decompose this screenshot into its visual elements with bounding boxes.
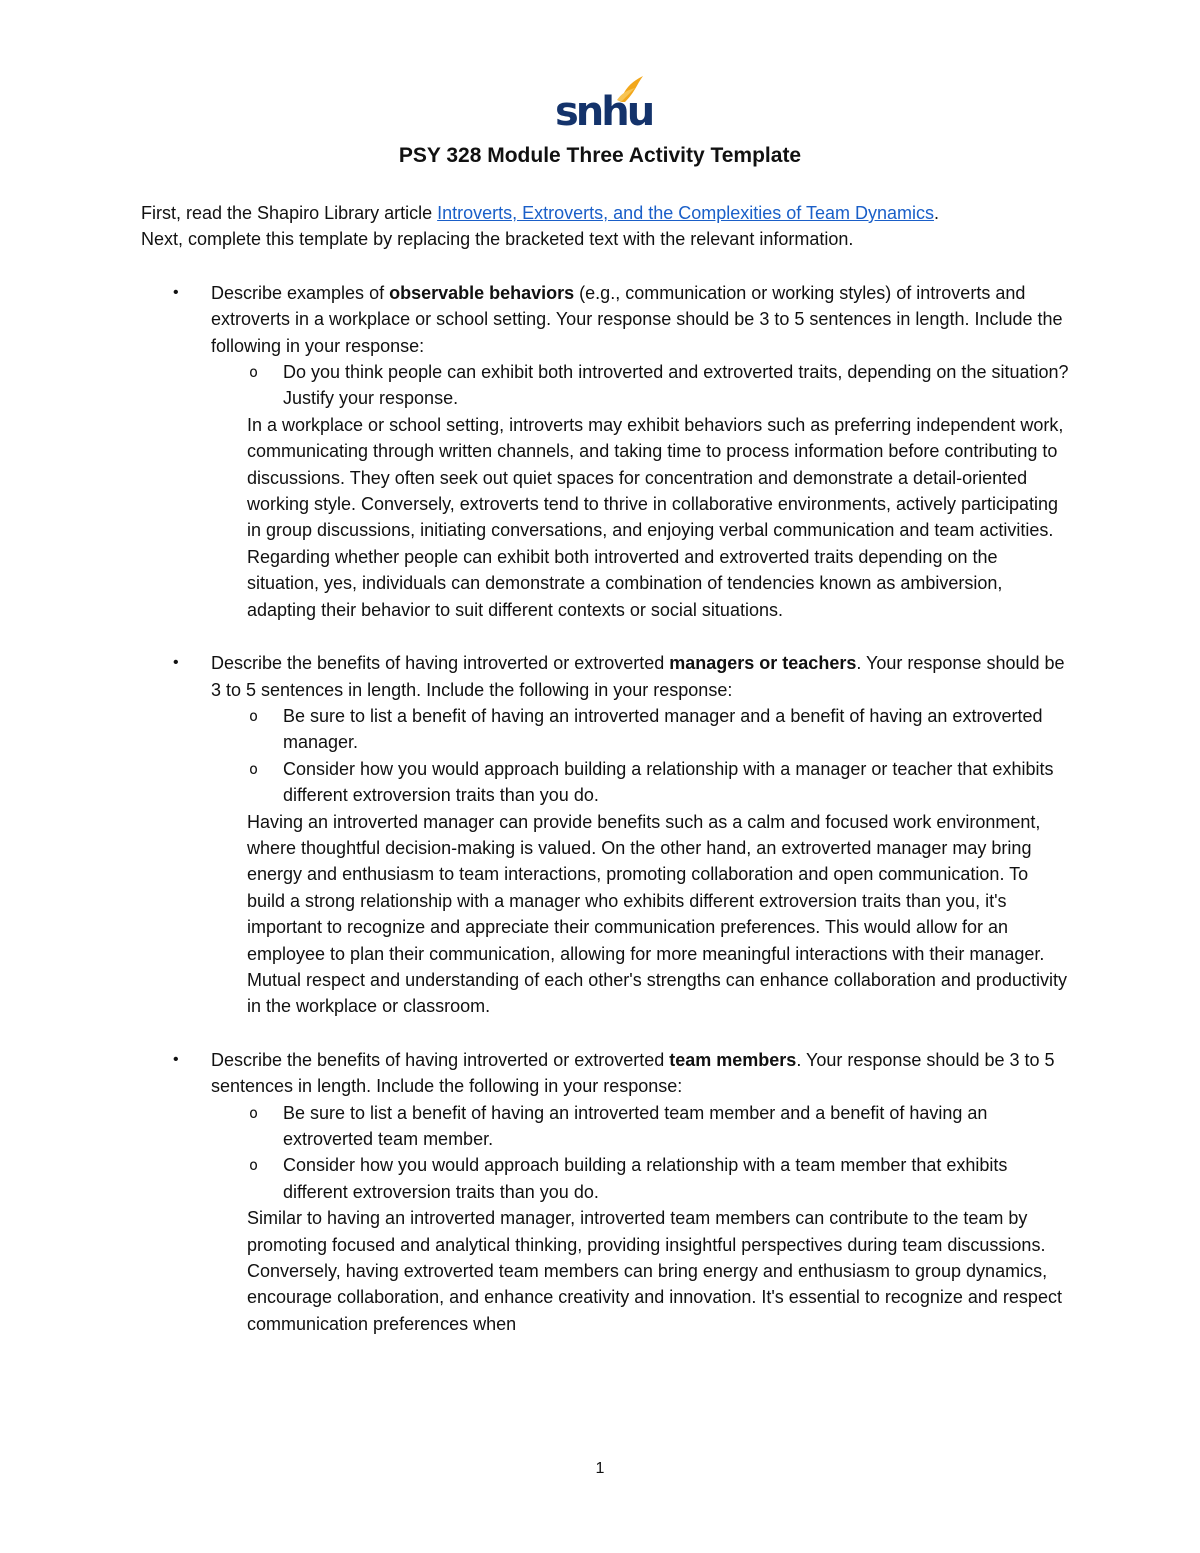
- article-link[interactable]: Introverts, Extroverts, and the Complexities of Team Dynamics: [437, 203, 934, 223]
- document-body: [141, 200, 1071, 1337]
- question-team-members: [141, 1047, 1071, 1337]
- prompt-text: . Your response should be 3 to 5 sentences in length. Include the following in your response:: [211, 1049, 1055, 1097]
- prompt-keyword: team members: [669, 1049, 797, 1070]
- bullet-icon: •: [173, 283, 179, 301]
- response-text: In a workplace or school setting, introverts may exhibit behaviors such as preferring independent work, communicating through written channels, and taking time to process information before contributing to discussions. They often seek out quiet spaces for concentration and demonstrate a detail-oriented working style. Conversely, extroverts tend to thrive in collaborative environments, actively participating in group discussions, initiating conversations, and enjoying verbal communication and team activities. Regarding whether people can exhibit both introverted and extroverted traits depending on the situation, yes, individuals can demonstrate a combination of tendencies known as ambiversion, adapting their behavior to suit different contexts or social situations.: [247, 414, 1064, 620]
- question-prompt: [211, 280, 1071, 359]
- sub-prompt-text: Be sure to list a benefit of having an introverted manager and a benefit of having an extroverted manager.: [283, 705, 1043, 753]
- intro-period: .: [933, 203, 939, 223]
- page-number: 1: [595, 1460, 605, 1477]
- sub-bullet-icon: o: [249, 1156, 259, 1175]
- bullet-icon: •: [173, 1050, 179, 1068]
- prompt-text: Describe the benefits of having introverted or extroverted: [211, 653, 670, 674]
- prompt-text: (e.g., communication or working styles) of introverts and extroverts in a workplace or school setting. Your response should be 3 to 5 sentences in length. Include the following in your response:: [211, 282, 1063, 356]
- intro-instructions: Next, complete this template by replacing the bracketed text with the relevant information.: [141, 229, 854, 250]
- sub-prompt: [211, 703, 1071, 756]
- sub-prompt-text: Do you think people can exhibit both introverted and extroverted traits, depending on the situation? Justify your response.: [283, 362, 1069, 409]
- question-prompt: [211, 1047, 1071, 1100]
- sub-prompt: [211, 1152, 1071, 1205]
- sub-prompt-text: Consider how you would approach building a relationship with a team member that exhibits different extroversion traits than you do.: [283, 1155, 1008, 1202]
- sub-bullet-icon: o: [249, 759, 259, 778]
- question-observable-behaviors: [141, 280, 1071, 623]
- intro-paragraph: [141, 200, 1071, 253]
- question-managers-teachers: [141, 650, 1071, 1020]
- question-prompt: [211, 650, 1071, 703]
- sub-bullet-icon: o: [249, 363, 259, 382]
- sub-prompt: [211, 756, 1071, 809]
- sub-bullet-icon: o: [249, 706, 259, 725]
- sub-bullet-icon: o: [249, 1103, 259, 1122]
- response-text: Similar to having an introverted manager, introverted team members can contribute to the team by promoting focused and analytical thinking, providing insightful perspectives during team discussions. Conversely, having extroverted team members can bring energy and enthusiasm to group dynamics, encourage collaboration, and enhance creativity and innovation. It's essential to recognize and respect communication preferences when: [247, 1208, 1062, 1334]
- response-text: Having an introverted manager can provide benefits such as a calm and focused work environment, where thoughtful decision-making is valued. On the other hand, an extroverted manager may bring energy and enthusiasm to team interactions, promoting collaboration and open communication. To build a strong relationship with a manager who exhibits different extroversion traits than you, it's important to recognize and appreciate their communication preferences. This would allow for an employee to plan their communication, allowing for more meaningful interactions with their manager. Mutual respect and understanding of each other's strengths can enhance collaboration and productivity in the workplace or classroom.: [247, 811, 1067, 1017]
- sub-prompt: [211, 359, 1071, 412]
- sub-prompt: [211, 1100, 1071, 1153]
- page-title: PSY 328 Module Three Activity Template: [398, 144, 802, 167]
- logo-text: snhu: [555, 89, 653, 135]
- prompt-text: Describe examples of: [211, 282, 390, 303]
- sub-prompt-text: Consider how you would approach building a relationship with a manager or teacher that exhibits different extroversion traits than you do.: [283, 758, 1054, 806]
- prompt-keyword: observable behaviors: [389, 282, 575, 303]
- bullet-icon: •: [173, 654, 179, 672]
- prompt-text: Describe the benefits of having introverted or extroverted: [211, 1049, 670, 1070]
- intro-text: First, read the Shapiro Library article: [141, 203, 438, 223]
- prompt-keyword: managers or teachers: [669, 653, 857, 674]
- snhu-logo: [555, 74, 653, 135]
- sub-prompt-text: Be sure to list a benefit of having an introverted team member and a benefit of having an extroverted team member.: [283, 1102, 988, 1149]
- prompt-text: . Your response should be 3 to 5 sentences in length. Include the following in your response:: [211, 653, 1065, 700]
